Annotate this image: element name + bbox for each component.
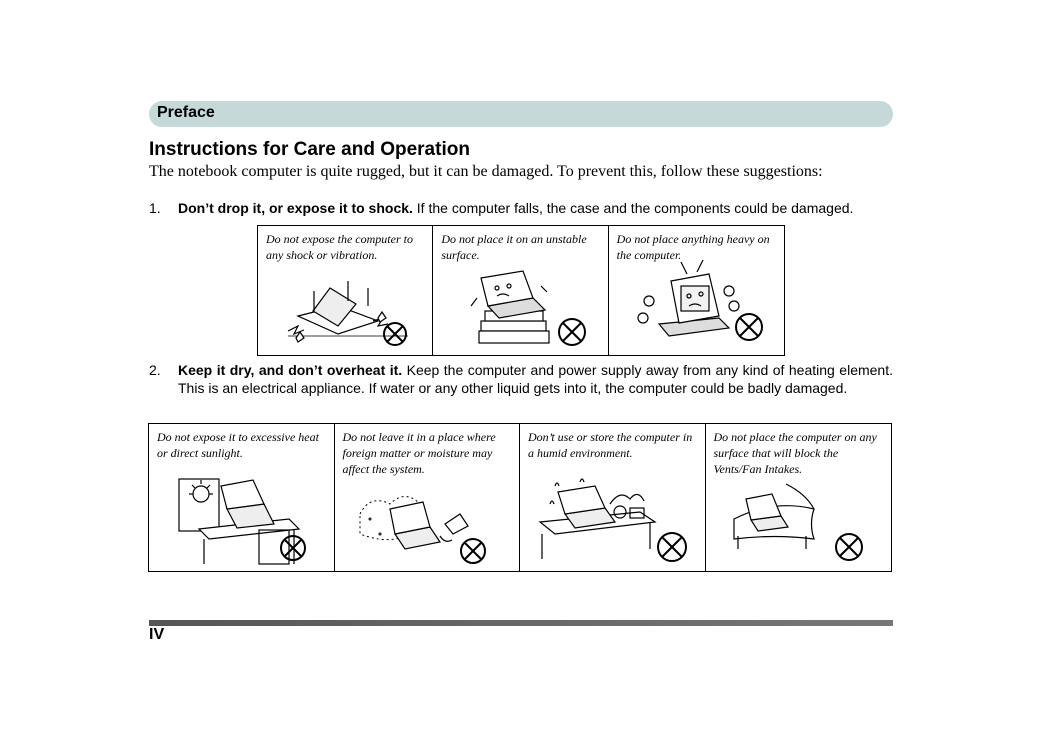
list-item-1 [149,199,893,217]
panel-caption: Do not expose the computer to any shock or vibration. [266,232,413,262]
panel-heavy [609,226,784,355]
moisture-illustration-icon [335,424,521,572]
panel-caption: Do not place it on an unstable surface. [441,232,587,262]
heavy-object-illustration-icon [609,226,785,356]
panel-caption: Do not leave it in a place where foreign matter or moisture may affect the system. [342,430,496,476]
footer-divider [149,620,893,626]
intro-paragraph: The notebook computer is quite rugged, but it can be damaged. To prevent this, follow these suggestions: [149,163,823,180]
list-item-body [178,361,893,397]
list-item-text: If the computer falls, the case and the components could be damaged. [412,200,854,216]
section-header-bar [149,101,893,127]
panel-caption: Do not expose it to excessive heat or direct sunlight. [157,430,319,460]
panel-moisture [335,424,521,571]
list-item-lead: Keep it dry, and don’t overheat it. [178,362,403,378]
page-title: Instructions for Care and Operation [149,139,470,160]
list-item-2 [149,361,893,397]
panel-blocked-vents [706,424,892,571]
section-header-label: Preface [157,104,215,121]
illustration-table-2 [148,423,892,572]
panel-caption: Do not place the computer on any surface that will block the Vents/Fan Intakes. [713,430,877,476]
panel-shock [258,226,433,355]
unstable-surface-illustration-icon [433,226,609,356]
blocked-vents-illustration-icon [706,424,892,572]
panel-humid [520,424,706,571]
list-number: 1. [149,200,161,216]
panel-caption: Don’t use or store the computer in a humid environment. [528,430,693,460]
page-number: IV [149,626,165,643]
panel-caption: Do not place anything heavy on the computer. [616,232,770,262]
humid-illustration-icon [520,424,706,572]
panel-sunlight [149,424,335,571]
list-item-lead: Don’t drop it, or expose it to shock. [178,200,413,216]
panel-unstable [433,226,608,355]
list-number: 2. [149,362,161,378]
list-item-body [178,199,893,217]
illustration-table-1 [257,225,785,356]
sunlight-illustration-icon [149,424,335,572]
shock-illustration-icon [258,226,434,356]
list-item-text: Keep the computer and power supply away from any kind of heating element. This is an electrical appliance. If water or any other liquid gets into it, the computer could be badly damaged. [178,362,893,396]
